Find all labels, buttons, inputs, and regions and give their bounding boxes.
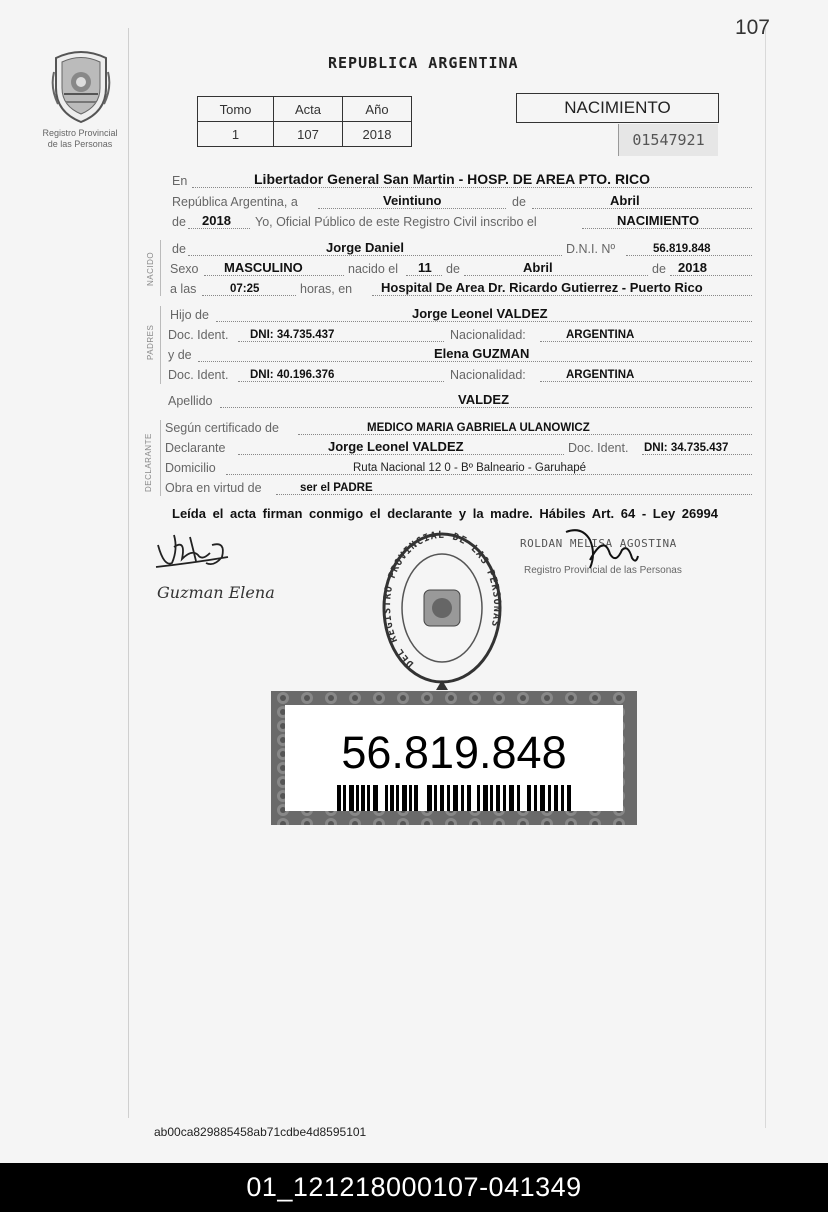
official-role: Registro Provincial de las Personas	[524, 565, 682, 576]
birth-day-value: 11	[418, 260, 432, 275]
header-acta: Acta	[274, 97, 343, 122]
label-de-year: de	[172, 215, 186, 229]
birth-month-value: Abril	[523, 260, 553, 275]
obra-value: ser el PADRE	[300, 482, 373, 494]
row-father-doc	[0, 324, 828, 344]
official-seal-stamp	[378, 528, 506, 692]
row-obra	[0, 477, 828, 497]
place-value: Libertador General San Martin - HOSP. DE AREA PTO. RICO	[254, 171, 650, 187]
child-name-value: Jorge Daniel	[326, 240, 405, 255]
day-value: Veintiuno	[383, 193, 442, 208]
dni-label-block	[271, 691, 637, 825]
row-father	[0, 304, 828, 324]
row-time-place	[0, 278, 828, 298]
label-hijo: Hijo de	[170, 308, 209, 322]
row-date	[0, 191, 828, 211]
label-domicilio: Domicilio	[165, 461, 216, 475]
surname-value: VALDEZ	[458, 392, 510, 407]
section-declarante: DECLARANTE	[144, 433, 153, 492]
value-acta: 107	[274, 122, 343, 147]
birth-place-value: Hospital De Area Dr. Ricardo Gutierrez - Puerto Rico	[381, 280, 703, 295]
section-nacido: NACIDO	[146, 251, 155, 286]
mother-nationality-value: ARGENTINA	[566, 369, 635, 381]
province-crest-icon	[50, 48, 112, 124]
father-name-value: Jorge Leonel VALDEZ	[412, 306, 548, 321]
svg-text:Guzman Elena: Guzman Elena	[157, 583, 275, 602]
footer-code: 01_121218000107-041349	[0, 1163, 828, 1212]
row-surname	[0, 390, 828, 410]
declarant-doc-value: DNI: 34.735.437	[644, 442, 729, 454]
registry-label: Registro Provincial de las Personas	[42, 128, 118, 149]
address-value: Ruta Nacional 12 0 - Bº Balneario - Garuhapé	[353, 462, 587, 474]
father-nationality-value: ARGENTINA	[566, 329, 635, 341]
record-reference-table	[197, 96, 412, 147]
row-child-name	[0, 238, 828, 258]
label-nacionalidad: Nacionalidad:	[450, 328, 526, 342]
section-padres: PADRES	[146, 324, 155, 360]
inscribed-value: NACIMIENTO	[617, 213, 700, 228]
label-alas: a las	[170, 282, 197, 296]
serial-number: 01547921	[618, 124, 718, 156]
child-dni-value: 56.819.848	[653, 243, 711, 255]
row-place	[0, 170, 828, 190]
label-obra: Obra en virtud de	[165, 481, 262, 495]
document-hash: ab00ca829885458ab71cdbe4d8595101	[154, 1125, 367, 1139]
label-name: de	[172, 242, 186, 256]
year-value: 2018	[202, 213, 231, 228]
label-doc: Doc. Ident.	[168, 328, 229, 342]
label-doc-declarant: Doc. Ident.	[568, 441, 629, 455]
label-horas: horas, en	[300, 282, 353, 296]
mother-doc-value: DNI: 40.196.376	[250, 369, 335, 381]
label-republica: República Argentina, a	[172, 195, 298, 209]
label-doc-mother: Doc. Ident.	[168, 368, 229, 382]
header-anio: Año	[343, 97, 412, 122]
closing-statement: Leída el acta firman conmigo el declarante y la madre. Hábiles Art. 64 - Ley 26994	[172, 506, 718, 521]
row-mother	[0, 344, 828, 364]
row-sex-birth	[0, 258, 828, 278]
official-signature-icon	[560, 520, 640, 576]
row-mother-doc	[0, 364, 828, 384]
page-number: 107	[734, 16, 770, 39]
record-type-box: NACIMIENTO	[516, 93, 719, 123]
label-yde: y de	[168, 348, 192, 362]
officer-text: Yo, Oficial Público de este Registro Civil inscribo el	[255, 215, 537, 229]
row-certificate	[0, 417, 828, 437]
row-officer	[0, 211, 828, 231]
row-declarant	[0, 437, 828, 457]
month-value: Abril	[610, 193, 640, 208]
dni-number: 56.819.848	[341, 727, 567, 778]
label-certificado: Según certificado de	[165, 421, 279, 435]
certificate-value: MEDICO MARIA GABRIELA ULANOWICZ	[367, 422, 590, 434]
value-anio: 2018	[343, 122, 412, 147]
label-nacionalidad-mother: Nacionalidad:	[450, 368, 526, 382]
label-declarante: Declarante	[165, 441, 226, 455]
official-name: ROLDAN MELISA AGOSTINA	[520, 537, 677, 550]
barcode-icon	[337, 785, 571, 811]
svg-text:DEL REGISTRO PROVINCIAL DE LAS: DEL REGISTRO PROVINCIAL DE LAS PERSONAS	[381, 529, 503, 670]
label-nacido: nacido el	[348, 262, 399, 276]
document-title: REPUBLICA ARGENTINA	[328, 54, 519, 72]
label-dni: D.N.I. Nº	[566, 242, 616, 256]
label-en: En	[172, 174, 188, 188]
label-apellido: Apellido	[168, 394, 213, 408]
value-tomo: 1	[198, 122, 274, 147]
header-tomo: Tomo	[198, 97, 274, 122]
label-de-birth-year: de	[652, 262, 666, 276]
sex-value: MASCULINO	[224, 260, 303, 275]
mother-name-value: Elena GUZMAN	[434, 346, 530, 361]
birth-year-value: 2018	[678, 260, 707, 275]
dni-label-inner	[285, 705, 623, 811]
father-doc-value: DNI: 34.735.437	[250, 329, 335, 341]
label-sexo: Sexo	[170, 262, 199, 276]
declarant-name-value: Jorge Leonel VALDEZ	[328, 439, 464, 454]
row-address	[0, 457, 828, 477]
father-signature-icon	[152, 527, 232, 573]
mother-signature	[155, 578, 305, 608]
birth-time-value: 07:25	[230, 283, 260, 295]
label-de: de	[512, 195, 526, 209]
label-de-month: de	[446, 262, 460, 276]
